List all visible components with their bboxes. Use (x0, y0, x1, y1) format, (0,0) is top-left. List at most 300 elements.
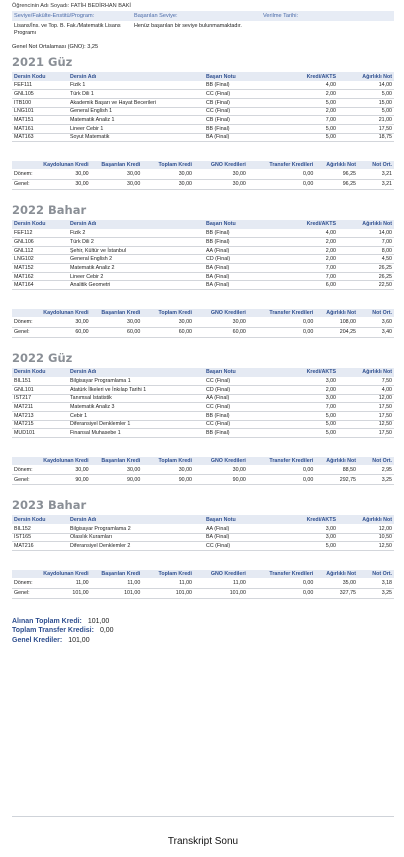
course-cell: 10,50 (338, 533, 394, 542)
course-cell: Tanımsal İstatistik (68, 394, 204, 403)
course-cell: 3,00 (276, 377, 338, 386)
table-row (12, 542, 394, 551)
course-cell: Soyut Matematik (68, 133, 204, 142)
course-cell: IST165 (12, 533, 68, 542)
summary-header-cell: Not Ort. (372, 310, 392, 317)
course-header-row (12, 368, 394, 377)
total-transfer-value: 0,00 (99, 627, 114, 634)
course-cell: BB (Final) (204, 81, 276, 90)
summary-cell: Dönem: (12, 578, 39, 588)
table-row (12, 264, 394, 273)
summary-cell: Genel: (12, 327, 39, 337)
summary-cell: 2,95 (358, 465, 394, 475)
course-cell: 26,25 (338, 272, 394, 281)
summary-cell: 88,50 (315, 465, 358, 475)
course-cell: 17,50 (338, 124, 394, 133)
course-cell: BB (Final) (204, 124, 276, 133)
summary-header-cell: Transfer Kredileri (269, 162, 314, 169)
course-header-cell: Dersin Adı (70, 221, 97, 228)
course-header-cell: Başarı Notu (206, 516, 236, 523)
total-transfer-label: Toplam Transfer Kredisi: (12, 627, 94, 634)
course-cell: 4,00 (276, 81, 338, 90)
course-cell: 4,50 (338, 255, 394, 264)
course-table (12, 72, 394, 142)
summary-cell: 3,60 (358, 317, 394, 327)
summary-cell: 101,00 (39, 588, 91, 598)
course-cell: 2,00 (276, 255, 338, 264)
course-cell: 2,00 (276, 90, 338, 99)
summary-row (12, 588, 394, 598)
semester-title: 2021 Güz (12, 55, 73, 69)
summary-header-cell: Kaydolunan Kredi (43, 162, 89, 169)
course-header-cell: Başarı Notu (206, 73, 236, 80)
summary-cell: 11,00 (194, 578, 248, 588)
course-cell: Lineer Cebir 2 (68, 272, 204, 281)
summary-cell: 204,25 (315, 327, 358, 337)
summary-cell: 30,00 (142, 179, 194, 189)
course-header-cell: Ağırlıklı Not (362, 369, 392, 376)
course-cell: BA (Final) (204, 281, 276, 290)
course-cell: 5,00 (338, 90, 394, 99)
course-cell: 2,00 (276, 385, 338, 394)
summary-header-row (12, 457, 394, 465)
program-info-header (12, 11, 394, 21)
course-cell: Şehir, Kültür ve İstanbul (68, 246, 204, 255)
course-header-cell: Ağırlıklı Not (362, 73, 392, 80)
summary-header-row (12, 161, 394, 169)
course-cell: BA (Final) (204, 133, 276, 142)
summary-cell: 90,00 (142, 475, 194, 485)
course-cell: Türk Dili 2 (68, 238, 204, 247)
summary-cell: 30,00 (142, 465, 194, 475)
course-cell: Analitik Geometri (68, 281, 204, 290)
table-row (12, 107, 394, 116)
course-cell: 5,00 (276, 98, 338, 107)
summary-cell: Genel: (12, 179, 39, 189)
course-cell: Diferansiyel Denklemler 1 (68, 420, 204, 429)
spacer (12, 142, 394, 161)
spacer (12, 338, 394, 349)
summary-cell: 90,00 (39, 475, 91, 485)
summary-cell: 60,00 (142, 327, 194, 337)
course-cell: Akademik Başarı ve Hayat Becerileri (68, 98, 204, 107)
course-header-cell: Kredi/AKTS (306, 369, 336, 376)
course-cell: 5,00 (338, 107, 394, 116)
table-row (12, 377, 394, 386)
summary-cell: 30,00 (142, 169, 194, 179)
course-cell: MAT211 (12, 403, 68, 412)
table-row (12, 229, 394, 238)
course-cell: LNG102 (12, 255, 68, 264)
course-cell: Matematik Analiz 2 (68, 264, 204, 273)
summary-header-cell: Toplam Kredi (158, 571, 192, 577)
course-cell: GNL105 (12, 90, 68, 99)
semester-title: 2022 Güz (12, 350, 73, 365)
summary-cell: 3,21 (358, 169, 394, 179)
summary-header-cell: Ağırlıklı Not (326, 457, 356, 464)
course-cell: MAT163 (12, 133, 68, 142)
course-cell: BA (Final) (204, 272, 276, 281)
course-cell: 5,00 (276, 420, 338, 429)
course-cell: Matematik Analiz 3 (68, 403, 204, 412)
summary-row (12, 578, 394, 588)
course-cell: Olasılık Kuramları (68, 533, 204, 542)
level-header: Başarılan Seviye: (134, 13, 178, 19)
course-cell: CB (Final) (204, 98, 276, 107)
course-cell: MAT213 (12, 411, 68, 420)
course-header-cell: Dersin Kodu (14, 369, 46, 376)
course-header-cell: Kredi/AKTS (306, 516, 336, 523)
summary-cell: 108,00 (315, 317, 358, 327)
course-cell: General English 2 (68, 255, 204, 264)
course-cell: ITB100 (12, 98, 68, 107)
student-name: FATİH BEDİRHAN BAKİ (70, 3, 131, 9)
summary-header-cell: Ağırlıklı Not (326, 310, 356, 317)
course-cell: 22,50 (338, 281, 394, 290)
summary-header-cell: Transfer Kredileri (269, 457, 314, 464)
summary-row (12, 475, 394, 485)
course-table (12, 368, 394, 438)
table-row (12, 403, 394, 412)
course-header-cell: Dersin Kodu (14, 516, 46, 523)
course-cell: 5,00 (276, 133, 338, 142)
summary-cell: 0,00 (248, 179, 315, 189)
spacer (12, 190, 394, 201)
course-header-cell: Dersin Kodu (14, 73, 46, 80)
summary-header-cell: Toplam Kredi (158, 162, 192, 169)
semester-3 (12, 496, 394, 609)
course-header-cell: Ağırlıklı Not (362, 221, 392, 228)
course-cell: 3,00 (276, 394, 338, 403)
course-cell: MAT162 (12, 272, 68, 281)
course-table (12, 220, 394, 290)
course-cell: Türk Dili 1 (68, 90, 204, 99)
summary-header-cell: GNO Kredileri (210, 457, 246, 464)
table-row (12, 90, 394, 99)
semester-summary-table (12, 309, 394, 338)
course-cell: 4,00 (276, 229, 338, 238)
course-cell: 8,00 (338, 246, 394, 255)
course-cell: CB (Final) (204, 116, 276, 125)
end-divider (12, 816, 394, 817)
course-cell: 17,50 (338, 429, 394, 438)
summary-header-row (12, 309, 394, 317)
course-cell: 12,50 (338, 420, 394, 429)
summary-cell: 30,00 (91, 317, 143, 327)
summary-cell: 30,00 (39, 169, 91, 179)
semester-title: 2023 Bahar (12, 498, 87, 513)
course-cell: BB (Final) (204, 411, 276, 420)
course-cell: MAT152 (12, 264, 68, 273)
summary-header-cell: Başarılan Kredi (101, 457, 141, 464)
course-header-cell: Başarı Notu (206, 221, 236, 228)
spacer (12, 599, 394, 610)
course-cell: 2,00 (276, 107, 338, 116)
course-cell: 4,00 (338, 385, 394, 394)
summary-row (12, 169, 394, 179)
table-row (12, 272, 394, 281)
semester-summary-table (12, 161, 394, 190)
course-cell: Bilgisayar Programlama 1 (68, 377, 204, 386)
course-cell: CD (Final) (204, 255, 276, 264)
summary-cell: 11,00 (39, 578, 91, 588)
table-row (12, 281, 394, 290)
summary-row (12, 465, 394, 475)
summary-cell: 101,00 (142, 588, 194, 598)
course-cell: BB (Final) (204, 229, 276, 238)
course-header-cell: Dersin Kodu (14, 221, 46, 228)
course-cell: 14,00 (338, 229, 394, 238)
table-row (12, 524, 394, 533)
summary-header-cell: Ağırlıklı Not (326, 162, 356, 169)
course-cell: 6,00 (276, 281, 338, 290)
summary-cell: 30,00 (39, 317, 91, 327)
table-row (12, 255, 394, 264)
course-cell: Fizik 1 (68, 81, 204, 90)
semester-0 (12, 53, 394, 201)
course-cell: Atatürk İlkeleri ve İnkılap Tarihi 1 (68, 385, 204, 394)
course-cell: Lineer Cebir 1 (68, 124, 204, 133)
course-cell: 7,00 (338, 238, 394, 247)
course-cell: 17,50 (338, 403, 394, 412)
total-row-received (12, 618, 394, 628)
summary-header-cell: Not Ort. (372, 571, 392, 577)
transcript-end: Transkript Sonu (167, 836, 239, 847)
course-cell: BA (Final) (204, 533, 276, 542)
table-row (12, 116, 394, 125)
summary-header-cell: GNO Kredileri (210, 162, 246, 169)
gno-value: 3,25 (87, 44, 99, 50)
total-received-value: 101,00 (87, 617, 110, 625)
course-cell: Diferansiyel Denklemler 2 (68, 542, 204, 551)
course-cell: 2,00 (276, 238, 338, 247)
summary-cell: 3,18 (358, 578, 394, 588)
summary-cell: 292,75 (315, 475, 358, 485)
total-general-value: 101,00 (68, 636, 90, 644)
summary-cell: 0,00 (248, 169, 315, 179)
summary-header-cell: Not Ort. (372, 457, 392, 464)
summary-cell: 90,00 (194, 475, 248, 485)
summary-cell: Dönem: (12, 465, 39, 475)
summary-cell: 30,00 (39, 179, 91, 189)
course-table (12, 515, 394, 551)
summary-cell: 3,25 (358, 475, 394, 485)
course-cell: AA (Final) (204, 394, 276, 403)
summary-header-cell: Kaydolunan Kredi (43, 310, 89, 317)
table-row (12, 124, 394, 133)
table-row (12, 394, 394, 403)
summary-header-cell: Başarılan Kredi (101, 310, 141, 317)
summary-row (12, 317, 394, 327)
course-cell: MUD101 (12, 429, 68, 438)
course-header-cell: Ağırlıklı Not (362, 516, 392, 523)
course-cell: 21,00 (338, 116, 394, 125)
summary-cell: 60,00 (91, 327, 143, 337)
summary-header-cell: Toplam Kredi (158, 310, 192, 317)
date-value (261, 23, 394, 39)
summary-header-cell: Ağırlıklı Not (326, 571, 356, 577)
table-row (12, 246, 394, 255)
course-cell: CC (Final) (204, 377, 276, 386)
course-cell: CC (Final) (204, 420, 276, 429)
table-row (12, 533, 394, 542)
summary-cell: 30,00 (91, 465, 143, 475)
gno-line (12, 39, 394, 53)
course-header-cell: Dersin Adı (70, 516, 97, 523)
summary-cell: 96,25 (315, 169, 358, 179)
course-cell: 14,00 (338, 81, 394, 90)
table-row (12, 238, 394, 247)
course-cell: Finansal Muhasebe 1 (68, 429, 204, 438)
table-row (12, 81, 394, 90)
summary-header-cell (12, 309, 39, 317)
program-value: Lisans/İns. ve Top. B. Fak./Matematik Lisans Programı (14, 23, 121, 36)
course-cell: CD (Final) (204, 385, 276, 394)
course-cell: 7,00 (276, 403, 338, 412)
course-cell: 12,00 (338, 394, 394, 403)
summary-cell: 30,00 (194, 317, 248, 327)
course-cell: 7,50 (338, 377, 394, 386)
course-header-row (12, 220, 394, 229)
course-cell: BIL152 (12, 524, 68, 533)
course-header-cell: Kredi/AKTS (306, 73, 336, 80)
summary-header-cell (12, 457, 39, 465)
summary-cell: 30,00 (91, 179, 143, 189)
summary-cell: 30,00 (194, 179, 248, 189)
spacer (12, 290, 394, 309)
course-cell: Bilgisayar Programlama 2 (68, 524, 204, 533)
summary-cell: 90,00 (91, 475, 143, 485)
summary-cell: 0,00 (248, 588, 315, 598)
table-row (12, 385, 394, 394)
course-header-row (12, 72, 394, 81)
course-cell: 12,50 (338, 542, 394, 551)
summary-cell: Dönem: (12, 169, 39, 179)
summary-header-cell: Kaydolunan Kredi (43, 457, 89, 464)
course-cell: AA (Final) (204, 246, 276, 255)
course-cell: 2,00 (276, 246, 338, 255)
summary-cell: 0,00 (248, 475, 315, 485)
course-cell: 5,00 (276, 411, 338, 420)
course-cell: GNL106 (12, 238, 68, 247)
semester-summary-table (12, 457, 394, 486)
summary-header-cell: Not Ort. (372, 162, 392, 169)
summary-cell: 60,00 (39, 327, 91, 337)
course-cell: MAT164 (12, 281, 68, 290)
course-cell: MAT151 (12, 116, 68, 125)
summary-cell: Genel: (12, 588, 39, 598)
summary-header-cell: Başarılan Kredi (101, 571, 141, 577)
summary-cell: 96,25 (315, 179, 358, 189)
course-cell: FEF111 (12, 81, 68, 90)
course-cell: CC (Final) (204, 542, 276, 551)
course-cell: 3,00 (276, 524, 338, 533)
course-header-cell: Dersin Adı (70, 369, 97, 376)
total-row-transfer (12, 627, 394, 637)
course-header-cell: Başarı Notu (206, 369, 236, 376)
summary-header-row (12, 570, 394, 578)
date-header: Verilme Tarihi: (263, 13, 299, 19)
summary-cell: 11,00 (91, 578, 143, 588)
summary-cell: 0,00 (248, 465, 315, 475)
total-row-general (12, 637, 394, 647)
course-cell: General English 1 (68, 107, 204, 116)
course-header-cell: Kredi/AKTS (306, 221, 336, 228)
summary-cell: 35,00 (315, 578, 358, 588)
summary-cell: 3,21 (358, 179, 394, 189)
semester-1 (12, 201, 394, 349)
course-cell: GNL101 (12, 385, 68, 394)
spacer (12, 438, 394, 457)
course-cell: Matematik Analiz 1 (68, 116, 204, 125)
summary-header-cell: Kaydolunan Kredi (43, 571, 89, 577)
course-cell: MAT161 (12, 124, 68, 133)
table-row (12, 98, 394, 107)
summary-cell: 0,00 (248, 578, 315, 588)
summary-row (12, 179, 394, 189)
course-cell: LNG101 (12, 107, 68, 116)
summary-cell: 101,00 (194, 588, 248, 598)
summary-header-cell: GNO Kredileri (210, 310, 246, 317)
semester-2 (12, 349, 394, 497)
semesters (12, 53, 394, 610)
course-cell: 15,00 (338, 98, 394, 107)
summary-cell: 0,00 (248, 317, 315, 327)
summary-header-cell: Transfer Kredileri (269, 310, 314, 317)
course-cell: 5,00 (276, 429, 338, 438)
course-cell: 26,25 (338, 264, 394, 273)
total-general-label: Genel Krediler: (12, 636, 63, 644)
spacer (12, 551, 394, 570)
semester-title: 2022 Bahar (12, 202, 87, 217)
program-header: Seviye/Fakülte-Enstitü/Program: (14, 13, 95, 19)
summary-cell: 327,75 (315, 588, 358, 598)
transcript (12, 0, 394, 646)
course-cell: Cebir 1 (68, 411, 204, 420)
student-label: Öğrencinin Adı Soyadı: (12, 3, 70, 9)
summary-cell: 101,00 (91, 588, 143, 598)
course-cell: BB (Final) (204, 429, 276, 438)
course-cell: 7,00 (276, 272, 338, 281)
course-cell: 7,00 (276, 116, 338, 125)
course-cell: BA (Final) (204, 264, 276, 273)
course-cell: BB (Final) (204, 238, 276, 247)
summary-header-cell (12, 570, 39, 578)
program-info-row (12, 21, 394, 39)
summary-cell: 30,00 (39, 465, 91, 475)
summary-row (12, 327, 394, 337)
course-cell: CC (Final) (204, 403, 276, 412)
summary-cell: Dönem: (12, 317, 39, 327)
summary-cell: 30,00 (91, 169, 143, 179)
course-cell: BIL151 (12, 377, 68, 386)
level-value: Henüz başarılan bir seviye bulunmamaktadır. (134, 23, 242, 29)
course-cell: 5,00 (276, 542, 338, 551)
spacer (12, 485, 394, 496)
summary-cell: 30,00 (194, 169, 248, 179)
summary-header-cell: GNO Kredileri (210, 571, 246, 577)
summary-header-cell (12, 161, 39, 169)
credit-totals (12, 618, 394, 647)
student-line (12, 0, 394, 11)
course-header-row (12, 515, 394, 524)
course-cell: MAT216 (12, 542, 68, 551)
summary-header-cell: Başarılan Kredi (101, 162, 141, 169)
course-cell: 7,00 (276, 264, 338, 273)
gno-label: Genel Not Ortalaması (GNO): (12, 44, 86, 50)
summary-cell: 0,00 (248, 327, 315, 337)
course-cell: 18,75 (338, 133, 394, 142)
